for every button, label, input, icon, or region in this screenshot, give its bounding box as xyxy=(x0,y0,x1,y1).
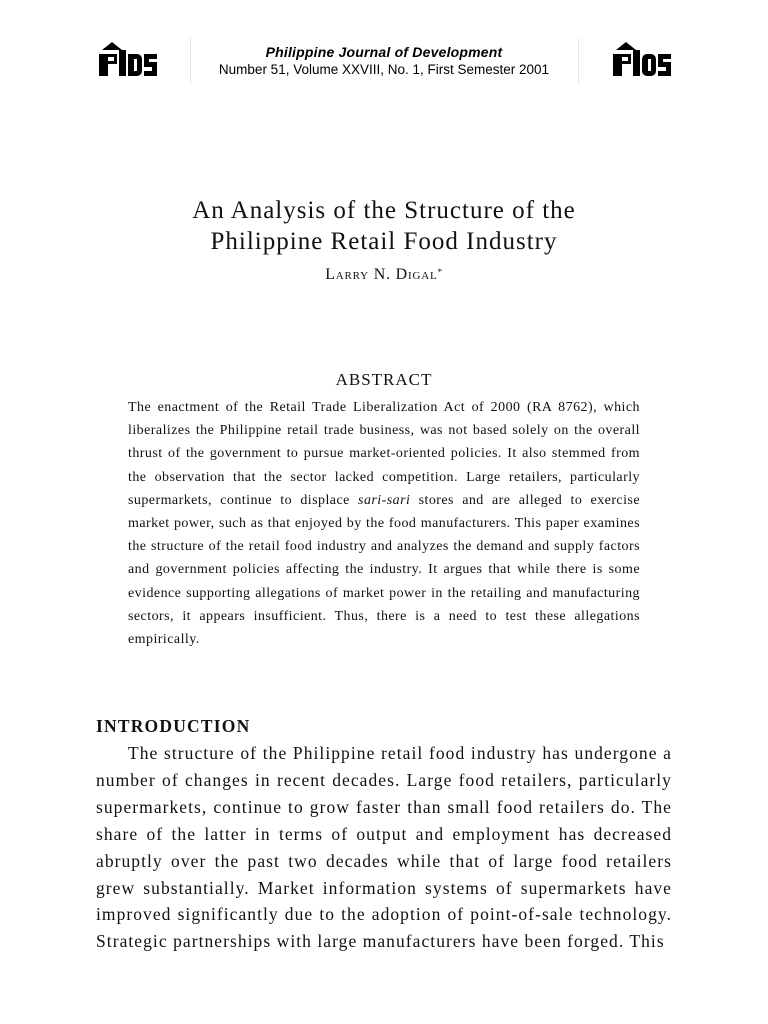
journal-title: Philippine Journal of Development xyxy=(265,44,503,60)
title-line-2: Philippine Retail Food Industry xyxy=(210,228,558,255)
header-divider-right xyxy=(578,38,579,84)
abstract-text xyxy=(128,396,640,651)
abstract-heading: ABSTRACT xyxy=(335,370,433,389)
abstract-italic-term: sari-sari xyxy=(358,492,411,508)
introduction-heading: INTRODUCTION xyxy=(96,716,251,736)
abstract-text-part-1: The enactment of the Retail Trade Liberalization Act of 2000 (RA 8762), which liberalizes the Philippine retail trade business, was not based solely on the overall thrust of the government to pursue market-oriented policies. It also stemmed from the observation that the sector lacked competition. Large retailers, particularly supermarkets, continue to displace xyxy=(128,400,640,508)
journal-header xyxy=(190,44,578,78)
pids-logo-right xyxy=(610,40,672,80)
author-footnote-mark: * xyxy=(437,267,443,277)
author-line xyxy=(90,266,678,284)
introduction-paragraph: The structure of the Philippine retail food industry has undergone a number of changes in recent decades. Large food retailers, particularly supermarkets, continue to grow faster than small food retailers do. The share of the latter in terms of output and employment has decreased abruptly over the past two decades while that of large food retailers grew substantially. Market information systems of supermarkets have improved significantly due to the adoption of point-of-sale technology. Strategic partnerships with large manufacturers have been forged. This xyxy=(96,743,672,952)
journal-issue: Number 51, Volume XXVIII, No. 1, First Semester 2001 xyxy=(218,62,550,77)
title-line-1: An Analysis of the Structure of the xyxy=(192,197,576,224)
article-title xyxy=(90,195,678,257)
abstract-text-part-2: stores and are alleged to exercise market power, such as that enjoyed by the food manufacturers. This paper examines the structure of the retail food industry and analyzes the demand and supply factors and government policies affecting the industry. It argues that while there is some evidence supporting allegations of market power in the retailing and manufacturing sectors, it appears insufficient. Thus, there is a need to test these allegations empirically. xyxy=(128,492,640,648)
pids-logo-left xyxy=(96,40,158,80)
author-name: Larry N. Digal xyxy=(325,266,438,283)
